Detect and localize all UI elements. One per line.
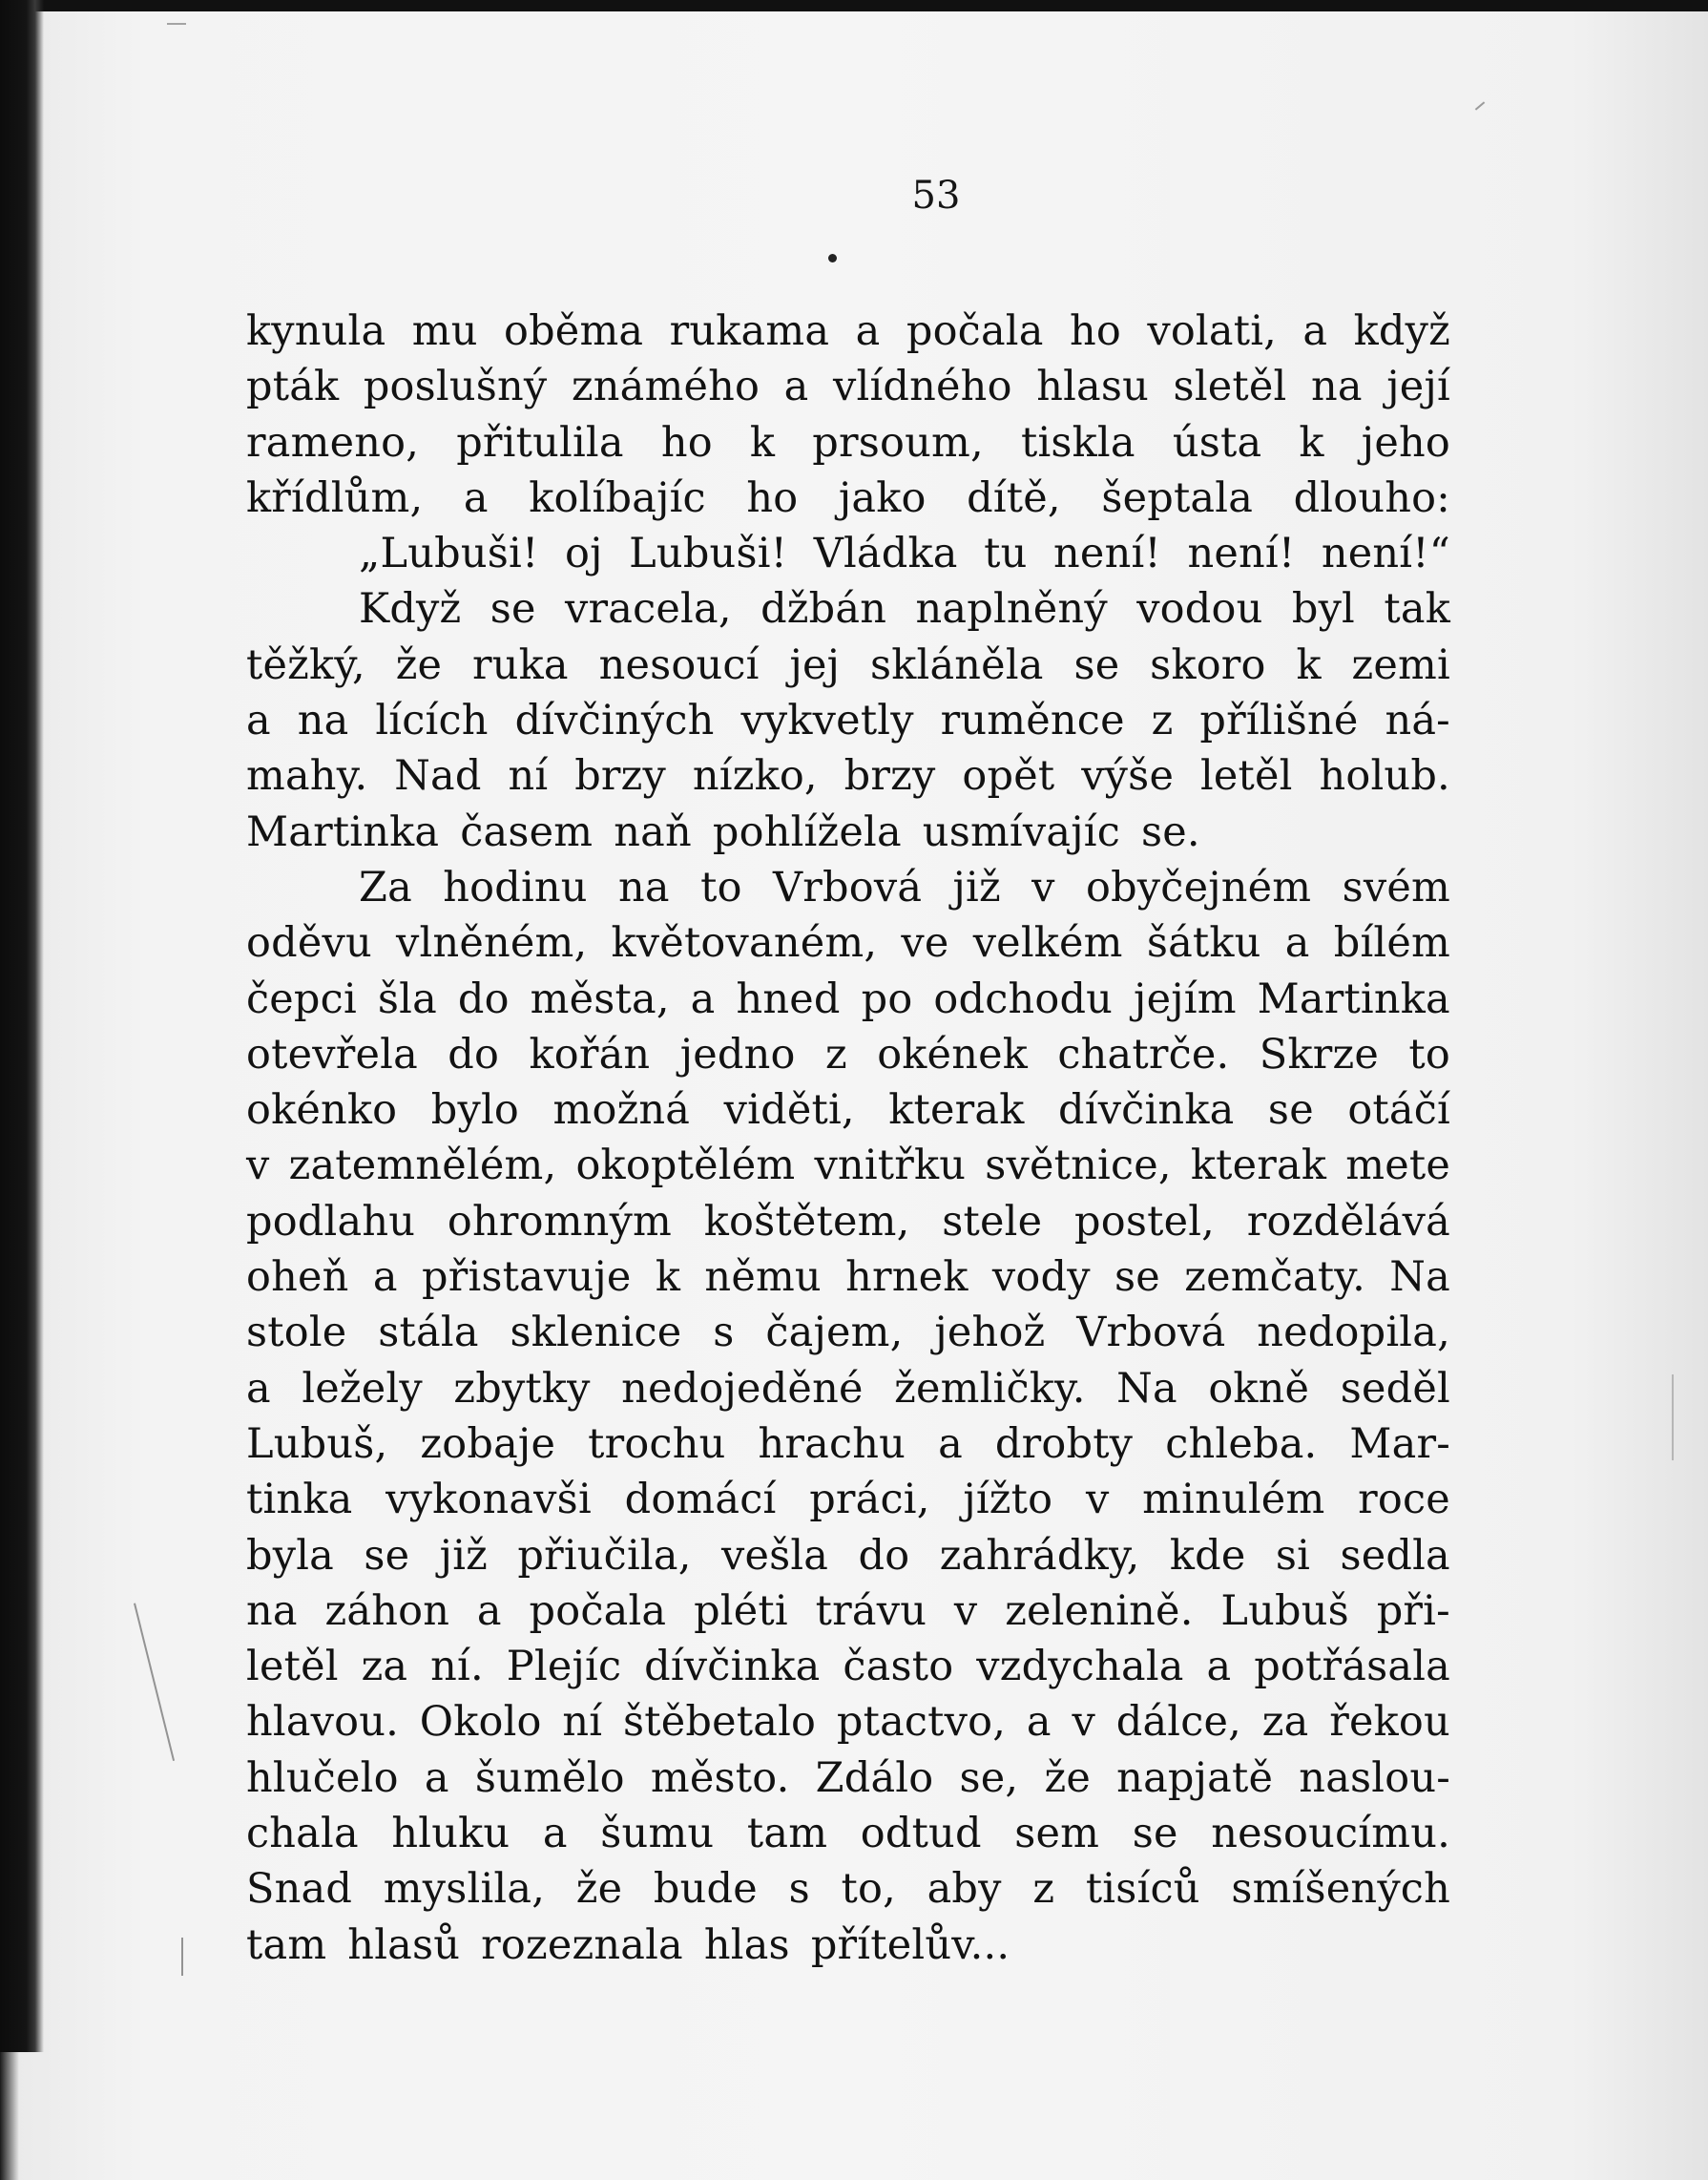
word: ní	[562, 1698, 603, 1747]
word: džbán	[760, 585, 887, 634]
word: jeho	[1361, 418, 1450, 467]
word: ho	[1069, 307, 1121, 355]
word: Mar-	[1349, 1419, 1450, 1468]
word: drobty	[994, 1419, 1134, 1468]
word: ho	[746, 473, 799, 522]
word: trochu	[588, 1419, 726, 1468]
text-line	[246, 1082, 1450, 1138]
text-line	[246, 1138, 1450, 1193]
word: vlněném,	[396, 919, 588, 968]
word: hrachu	[758, 1419, 906, 1468]
word: domácí	[624, 1476, 777, 1524]
word: byla	[246, 1531, 335, 1580]
word: a	[424, 1753, 449, 1802]
word: naň	[614, 807, 692, 856]
scan-scratch-mark	[181, 1938, 183, 1976]
word: Lubuš,	[246, 1419, 388, 1468]
text-line	[246, 1861, 1450, 1917]
word: že	[1044, 1753, 1091, 1802]
word: kterak	[1190, 1142, 1327, 1190]
word: šeptala	[1101, 473, 1254, 522]
word: ho	[660, 418, 713, 467]
word: holub.	[1319, 752, 1450, 801]
word: z	[1151, 697, 1174, 745]
word: za	[1261, 1698, 1309, 1747]
word: mahy.	[246, 752, 368, 801]
page-number: 53	[911, 174, 961, 218]
word: bílém	[1333, 919, 1450, 968]
word: pták	[246, 363, 340, 411]
word: Vrbová	[773, 863, 923, 912]
text-line	[246, 1528, 1450, 1583]
word: brzy	[574, 752, 667, 801]
word: přítelův...	[810, 1920, 1010, 1969]
word: ruka	[472, 640, 569, 689]
word: „Lubuši!	[359, 530, 539, 578]
word: tinka	[246, 1476, 353, 1524]
word: se	[1114, 1253, 1160, 1302]
word: mete	[1345, 1142, 1450, 1190]
word: zelenině.	[1005, 1586, 1194, 1635]
word: aby	[927, 1865, 1002, 1914]
word: do	[858, 1531, 910, 1580]
word: jehož	[934, 1309, 1046, 1357]
word: hlas	[703, 1920, 790, 1969]
word: a	[690, 975, 716, 1023]
word: viděti,	[723, 1086, 855, 1135]
word: a	[1302, 307, 1328, 355]
word: a	[855, 307, 881, 355]
word: kterak	[888, 1086, 1025, 1135]
word: odtud	[860, 1810, 982, 1858]
word: jedno	[679, 1030, 796, 1079]
word: jejím	[1134, 975, 1237, 1023]
word: ní.	[430, 1643, 484, 1691]
word: ve	[901, 919, 949, 968]
word: okoptělém	[575, 1142, 796, 1190]
word: a	[372, 1253, 398, 1302]
word: možná	[552, 1086, 691, 1135]
word: a	[246, 1364, 271, 1413]
word: Martinka	[1257, 975, 1450, 1023]
word: napjatě	[1116, 1753, 1274, 1802]
word: sklenice	[510, 1309, 682, 1357]
word: šumělo	[474, 1753, 625, 1802]
word: čajem,	[765, 1309, 904, 1357]
word: štěbetalo	[622, 1698, 817, 1747]
word: dívčinka	[644, 1643, 821, 1691]
word: není!	[1187, 530, 1296, 578]
word: dívčiných	[514, 697, 715, 745]
word: bude	[653, 1865, 758, 1914]
word: postel,	[1074, 1197, 1216, 1246]
word: otevřela	[246, 1030, 418, 1079]
word: květovaném,	[611, 919, 878, 968]
word: odchodu	[933, 975, 1114, 1023]
word: z	[824, 1030, 847, 1079]
word: zbytky	[453, 1364, 591, 1413]
word: okně	[1208, 1364, 1310, 1413]
word: se	[1073, 640, 1120, 689]
word: a	[246, 697, 271, 745]
scan-scratch-mark	[1672, 1374, 1674, 1460]
word: otáčí	[1347, 1086, 1450, 1135]
word: a	[783, 363, 809, 411]
text-line	[246, 1361, 1450, 1416]
word: světnice,	[985, 1142, 1172, 1190]
word: v	[1072, 1698, 1095, 1747]
word: a	[938, 1419, 963, 1468]
word: již	[952, 863, 1001, 912]
word: velkém	[972, 919, 1123, 968]
word: to,	[841, 1865, 896, 1914]
word: k	[655, 1253, 681, 1302]
word: ústa	[1172, 418, 1262, 467]
word: nízko,	[692, 752, 818, 801]
word: přitulila	[456, 418, 624, 467]
word: tam	[746, 1810, 828, 1858]
word: hlučelo	[246, 1753, 399, 1802]
word: v	[246, 1142, 270, 1190]
word: Skrze	[1259, 1030, 1379, 1079]
word: lících	[375, 697, 489, 745]
word: chala	[246, 1810, 359, 1858]
scan-scratch-mark	[1475, 101, 1485, 110]
text-line	[246, 805, 1450, 860]
word: jako	[838, 473, 927, 522]
text-line	[246, 1416, 1450, 1472]
word: skoro	[1150, 640, 1266, 689]
word: vykonavši	[385, 1476, 592, 1524]
word: města,	[530, 975, 670, 1023]
word: s	[788, 1865, 810, 1914]
word: hluku	[391, 1810, 510, 1858]
word: usmívajíc	[922, 807, 1120, 856]
word: řekou	[1329, 1698, 1450, 1747]
word: hned	[736, 975, 841, 1023]
word: za	[361, 1643, 408, 1691]
word: sletěl	[1173, 363, 1287, 411]
word: nesoucímu.	[1211, 1810, 1450, 1858]
text-line	[246, 1639, 1450, 1694]
word: dálce,	[1115, 1698, 1242, 1747]
word: Vládka	[813, 530, 958, 578]
word: rozeznala	[481, 1920, 683, 1969]
word: letěl	[1199, 752, 1293, 801]
word: Plejíc	[506, 1643, 622, 1691]
word: zobaje	[420, 1419, 556, 1468]
word: a	[1284, 919, 1310, 968]
word: si	[1275, 1531, 1311, 1580]
word: oděvu	[246, 919, 372, 968]
word: to	[700, 863, 742, 912]
word: že	[395, 640, 443, 689]
word: tu	[984, 530, 1028, 578]
word: okénko	[246, 1086, 398, 1135]
word: jej	[789, 640, 841, 689]
word: do	[457, 975, 510, 1023]
word: do	[448, 1030, 500, 1079]
word: vlídného	[833, 363, 1012, 411]
text-line	[246, 1750, 1450, 1806]
text-line	[246, 1806, 1450, 1861]
word: záhon	[324, 1586, 450, 1635]
word: není!“	[1321, 530, 1450, 578]
word: podlahu	[246, 1197, 416, 1246]
word: oj	[565, 530, 603, 578]
word: pléti	[694, 1586, 788, 1635]
word: stele	[942, 1197, 1043, 1246]
word: trávu	[815, 1586, 927, 1635]
word: bylo	[430, 1086, 519, 1135]
body-text	[246, 304, 1450, 1973]
word: čepci	[246, 975, 357, 1023]
word: a	[463, 473, 489, 522]
word: minulém	[1142, 1476, 1325, 1524]
text-line	[246, 1194, 1450, 1249]
word: sem	[1014, 1810, 1100, 1858]
word: Snad	[246, 1865, 353, 1914]
word: tam	[246, 1920, 327, 1969]
word: chatrče.	[1057, 1030, 1230, 1079]
word: není!	[1053, 530, 1161, 578]
word: vykvetly	[740, 697, 914, 745]
word: skláněla	[869, 640, 1044, 689]
word: se	[1267, 1086, 1314, 1135]
text-line	[246, 581, 1450, 637]
word: chleba.	[1165, 1419, 1318, 1468]
word: dívčinka	[1058, 1086, 1235, 1135]
word: Vrbová	[1076, 1309, 1226, 1357]
word: myslila,	[383, 1865, 546, 1914]
word: vnitřku	[814, 1142, 967, 1190]
word: pohlížela	[712, 807, 902, 856]
text-line	[246, 1694, 1450, 1750]
word: zahrádky,	[939, 1531, 1140, 1580]
ink-dot-mark	[828, 254, 837, 262]
word: letěl	[246, 1643, 339, 1691]
word: město.	[650, 1753, 790, 1802]
word: zemčaty.	[1184, 1253, 1365, 1302]
word: Lubuši!	[629, 530, 788, 578]
word: naplněný	[915, 585, 1108, 634]
scan-scratch-mark	[167, 23, 186, 25]
word: stole	[246, 1309, 347, 1357]
word: Lubuš	[1220, 1586, 1349, 1635]
text-line	[246, 304, 1450, 359]
word: vody	[991, 1253, 1091, 1302]
word: Nad	[394, 752, 482, 801]
word: ná-	[1385, 697, 1450, 745]
word: ní	[508, 752, 549, 801]
word: potřásala	[1254, 1643, 1450, 1691]
text-line	[246, 748, 1450, 804]
word: volati,	[1147, 307, 1278, 355]
word: svém	[1342, 863, 1450, 912]
word: brzy	[844, 752, 936, 801]
text-line	[246, 1305, 1450, 1360]
text-line	[246, 915, 1450, 971]
word: okének	[877, 1030, 1028, 1079]
word: a	[476, 1586, 502, 1635]
word: křídlům,	[246, 473, 424, 522]
scan-left-border	[0, 0, 44, 2052]
word: naslou-	[1299, 1753, 1450, 1802]
word: nedopila,	[1257, 1309, 1450, 1357]
text-line	[246, 1583, 1450, 1639]
word: poslušný	[363, 363, 548, 411]
word: kynula	[246, 307, 386, 355]
word: žemličky.	[894, 1364, 1086, 1413]
word: rozdělává	[1246, 1197, 1450, 1246]
word: sedla	[1340, 1531, 1450, 1580]
word: v	[953, 1586, 978, 1635]
word: k	[1299, 418, 1324, 467]
word: hlavou.	[246, 1698, 400, 1747]
word: přistavuje	[421, 1253, 632, 1302]
word: Na	[1116, 1364, 1177, 1413]
word: výše	[1081, 752, 1175, 801]
word: mu	[411, 307, 478, 355]
word: to	[1408, 1030, 1450, 1079]
word: koštětem,	[703, 1197, 910, 1246]
word: smíšených	[1231, 1865, 1450, 1914]
word: tiskla	[1020, 418, 1135, 467]
word: počala	[529, 1586, 667, 1635]
word: vracela,	[565, 585, 732, 634]
word: ptactvo,	[836, 1698, 1007, 1747]
word: v	[1031, 863, 1055, 912]
word: nesoucí	[598, 640, 760, 689]
word: počala	[906, 307, 1044, 355]
text-line	[246, 638, 1450, 693]
text-line	[246, 1918, 1450, 1973]
word: přiučila,	[517, 1531, 692, 1580]
word: a	[1026, 1698, 1052, 1747]
text-line	[246, 359, 1450, 414]
text-line	[246, 972, 1450, 1027]
word: ruměnce	[940, 697, 1125, 745]
word: Za	[359, 863, 412, 912]
word: se,	[959, 1753, 1019, 1802]
word: Na	[1389, 1253, 1450, 1302]
word: ležely	[302, 1364, 423, 1413]
word: Zdálo	[815, 1753, 934, 1802]
word: Okolo	[419, 1698, 542, 1747]
word: němu	[704, 1253, 822, 1302]
word: často	[843, 1643, 954, 1691]
word: zatemnělém,	[288, 1142, 557, 1190]
word: oběma	[503, 307, 644, 355]
text-line	[246, 693, 1450, 748]
word: roce	[1358, 1476, 1450, 1524]
word: dlouho:	[1293, 473, 1450, 522]
word: kolíbajíc	[529, 473, 706, 522]
word: hodinu	[443, 863, 588, 912]
word: v	[1085, 1476, 1110, 1524]
word: byl	[1291, 585, 1356, 634]
word: oheň	[246, 1253, 349, 1302]
word: jížto	[963, 1476, 1053, 1524]
word: kořán	[529, 1030, 651, 1079]
word: hlasů	[347, 1920, 461, 1969]
word: hrnek	[845, 1253, 969, 1302]
word: šumu	[600, 1810, 715, 1858]
word: šla	[377, 975, 437, 1023]
text-line	[246, 1027, 1450, 1082]
word: Martinka	[246, 807, 440, 856]
word: práci,	[809, 1476, 930, 1524]
word: seděl	[1340, 1364, 1450, 1413]
word: stála	[378, 1309, 479, 1357]
word: rukama	[669, 307, 830, 355]
word: po	[861, 975, 913, 1023]
word: a	[542, 1810, 568, 1858]
word: na	[297, 697, 349, 745]
word: se	[364, 1531, 410, 1580]
word: hlasu	[1036, 363, 1150, 411]
word: se	[1132, 1810, 1178, 1858]
word: Když	[359, 585, 462, 634]
word: její	[1386, 363, 1450, 411]
word: opět	[962, 752, 1055, 801]
word: šátku	[1146, 919, 1261, 968]
word: k	[749, 418, 776, 467]
word: na	[1311, 363, 1363, 411]
word: k	[1296, 640, 1322, 689]
word: tisíců	[1085, 1865, 1200, 1914]
word: zemi	[1351, 640, 1450, 689]
word: rameno,	[246, 418, 420, 467]
word: se.	[1140, 807, 1200, 856]
word: tak	[1384, 585, 1450, 634]
word: již	[439, 1531, 488, 1580]
word: dítě,	[967, 473, 1061, 522]
word: obyčejném	[1085, 863, 1312, 912]
word: známého	[571, 363, 760, 411]
word: těžký,	[246, 640, 365, 689]
text-line	[246, 415, 1450, 471]
word: nedojeděné	[621, 1364, 864, 1413]
scan-left-border-shadow	[0, 2052, 19, 2180]
word: na	[246, 1586, 298, 1635]
word: časem	[460, 807, 594, 856]
scan-scratch-mark	[134, 1604, 175, 1761]
word: vodou	[1136, 585, 1263, 634]
word: na	[618, 863, 670, 912]
word: že	[575, 1865, 623, 1914]
text-line	[246, 471, 1450, 526]
text-line	[246, 526, 1450, 581]
word: ohromným	[447, 1197, 673, 1246]
word: prsoum,	[812, 418, 984, 467]
scan-top-border	[0, 0, 1708, 11]
word: a	[1206, 1643, 1232, 1691]
word: vešla	[720, 1531, 829, 1580]
text-line	[246, 1472, 1450, 1527]
word: když	[1353, 307, 1450, 355]
word: z	[1032, 1865, 1055, 1914]
word: kde	[1169, 1531, 1246, 1580]
word: při-	[1376, 1586, 1450, 1635]
text-line	[246, 860, 1450, 915]
word: se	[489, 585, 536, 634]
word: s	[713, 1309, 735, 1357]
word: přílišné	[1199, 697, 1359, 745]
word: vzdychala	[976, 1643, 1184, 1691]
text-line	[246, 1249, 1450, 1305]
